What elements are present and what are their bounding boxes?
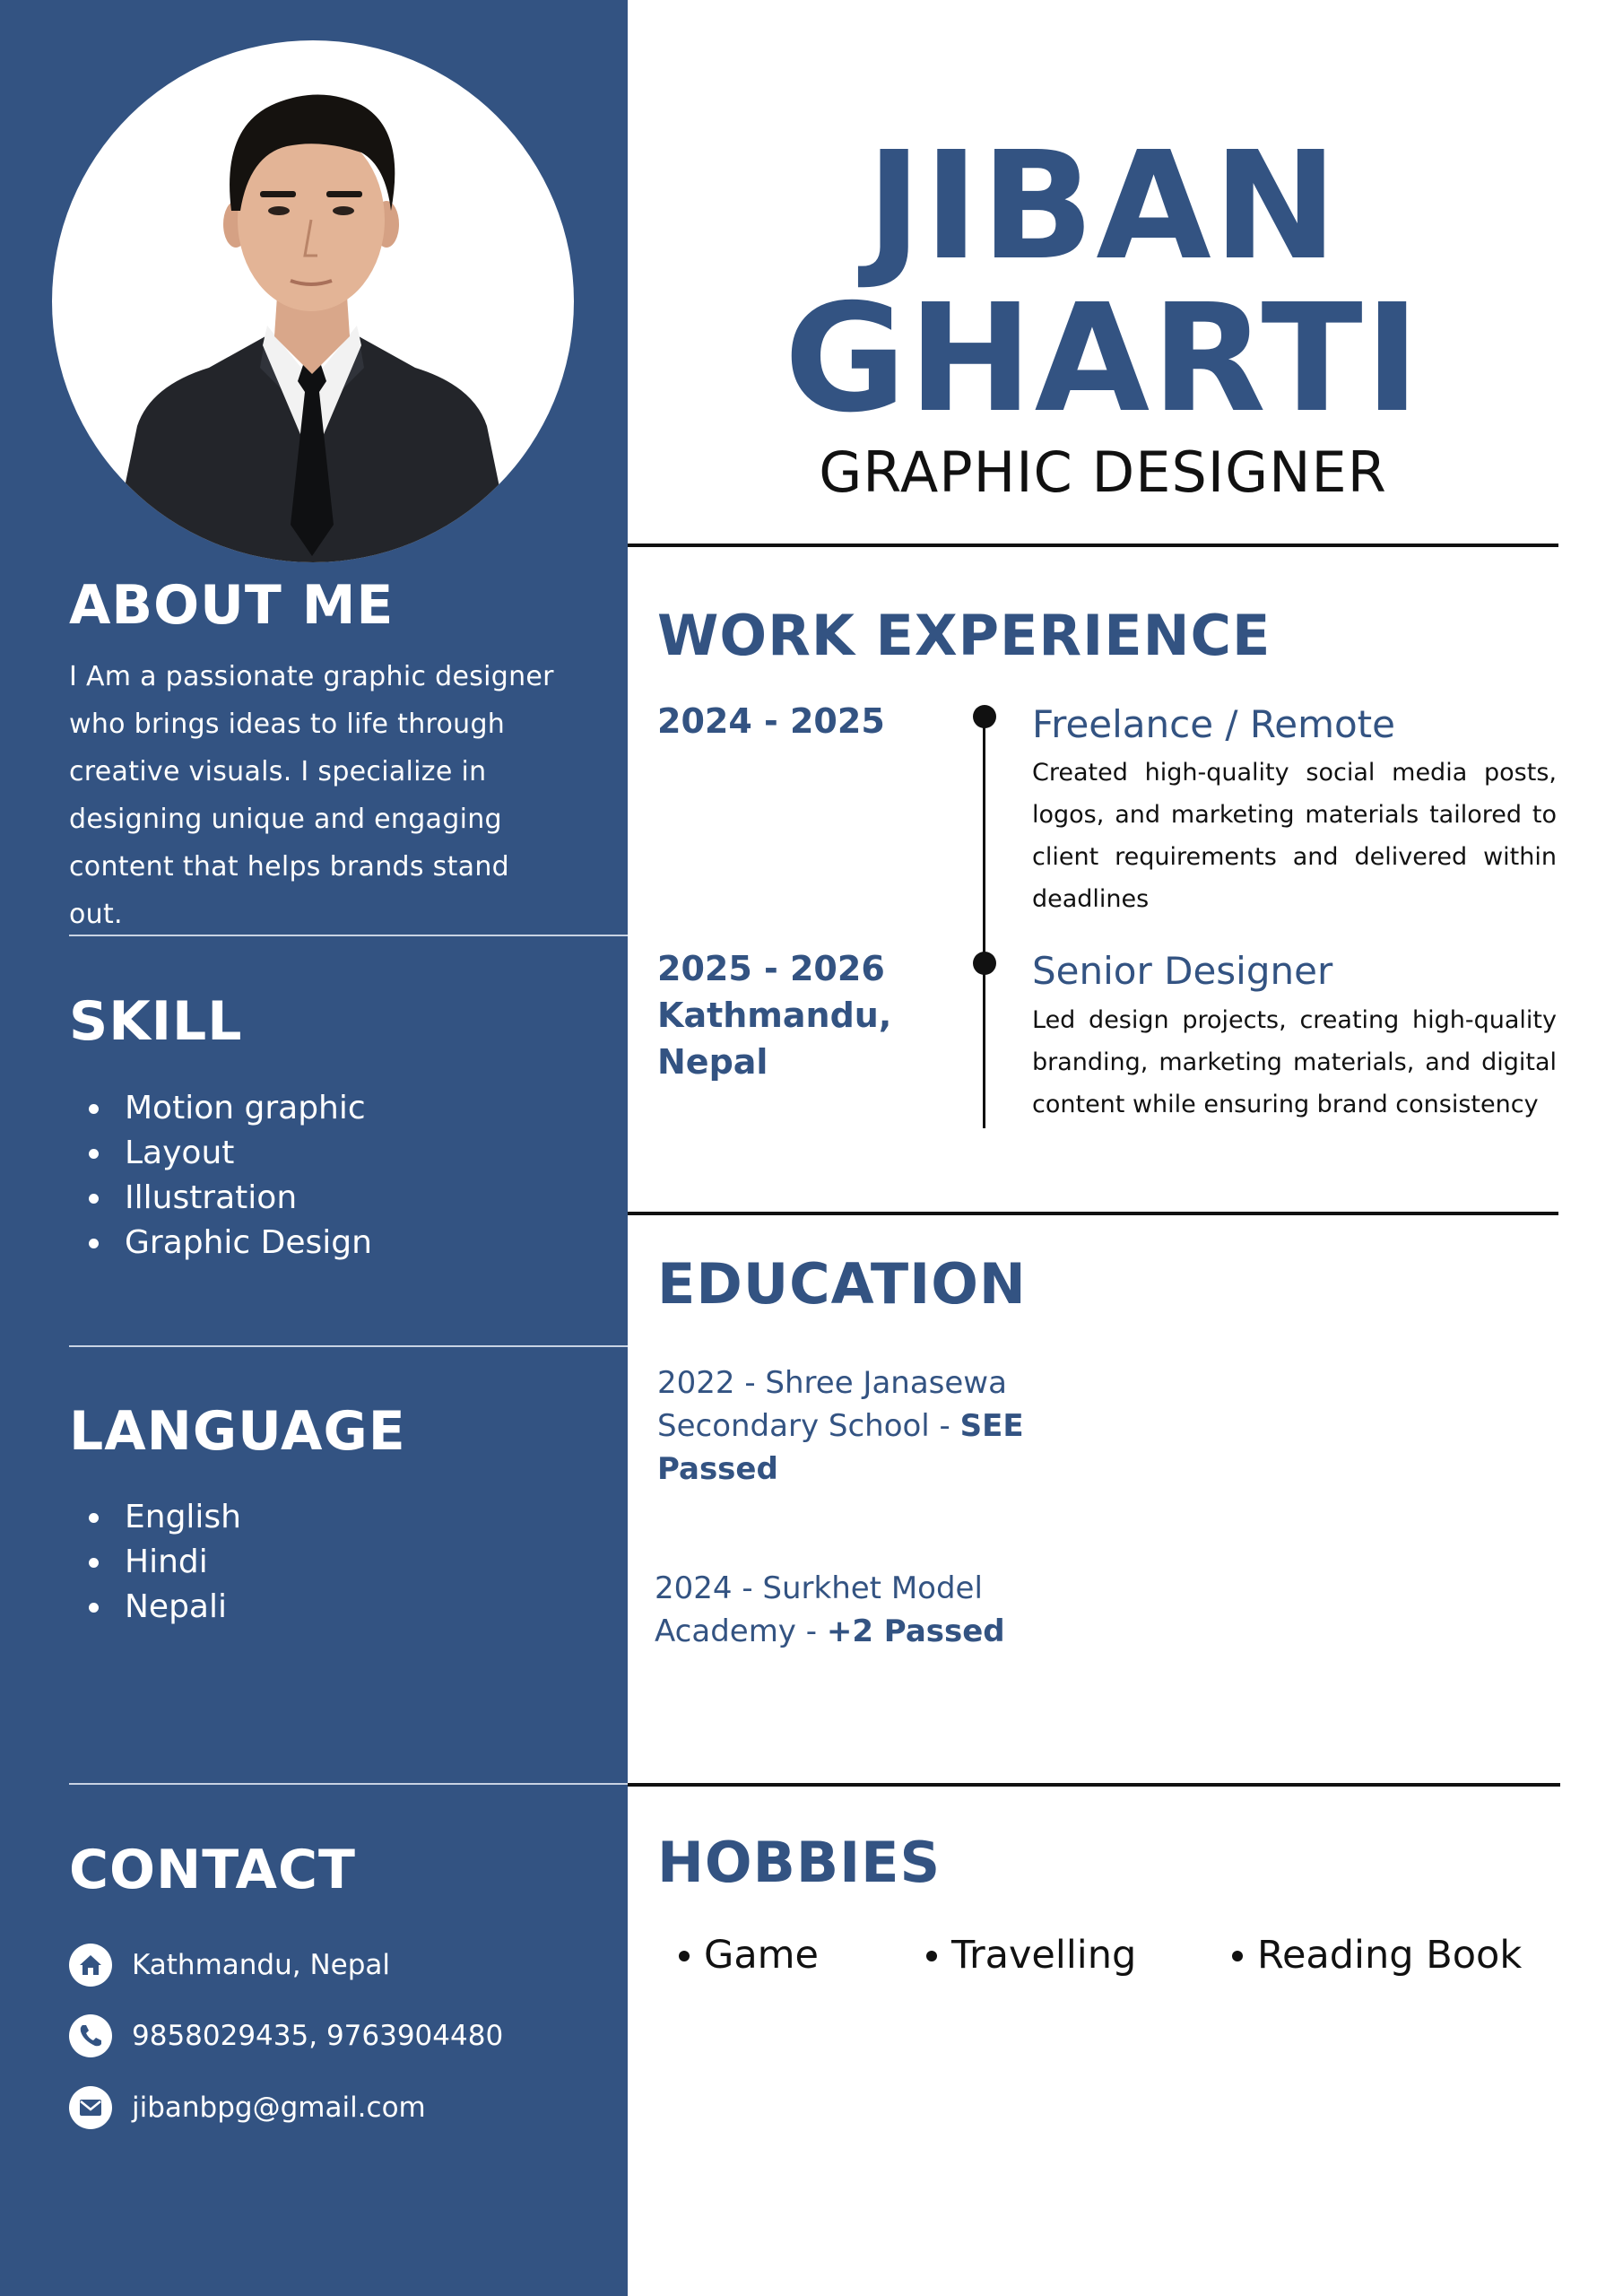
about-divider [69,935,628,936]
about-heading: ABOUT ME [69,574,395,637]
phone-icon [69,2014,112,2057]
language-item: Nepali [69,1585,241,1630]
timeline-dot [973,705,996,728]
job-role: Senior Designer [1032,949,1333,993]
education-divider [628,1783,1560,1787]
job-location: Nepal [657,1042,768,1082]
language-heading: LANGUAGE [69,1400,406,1463]
education-line: Academy - +2 Passed [655,1613,1005,1649]
hobbies-heading: HOBBIES [657,1830,942,1895]
job-date: 2025 - 2026 [657,949,885,988]
timeline-line [983,718,985,1128]
sidebar [0,0,628,2296]
hobby-item: Travelling [905,1928,1136,1982]
language-divider [69,1783,628,1785]
hobby-list [657,1928,1572,1982]
hobby-item: Reading Book [1211,1928,1522,1982]
language-list [69,1495,241,1630]
mail-icon [69,2086,112,2129]
skill-heading: SKILL [69,990,243,1053]
job-description: Led design projects, creating high-quality branding, marketing materials, and digital content while ensuring brand consistency [1032,1006,1557,1118]
last-name: GHARTI [784,273,1422,446]
work-heading: WORK EXPERIENCE [657,603,1271,668]
education-line: Secondary School - SEE [657,1408,1024,1444]
contact-address [69,1943,390,1987]
education-line: 2022 - Shree Janasewa [657,1365,1007,1401]
education-line: 2024 - Surkhet Model [655,1570,983,1606]
timeline-dot [973,952,996,975]
contact-address-text: Kathmandu, Nepal [132,1949,391,1981]
skill-item: Graphic Design [69,1221,372,1265]
contact-email-text: jibanbpg@gmail.com [132,2092,426,2124]
profile-photo-illustration [52,40,574,562]
job-title: GRAPHIC DESIGNER [819,439,1387,505]
job-location: Kathmandu, [657,996,892,1035]
hobby-item: Game [657,1928,819,1982]
contact-heading: CONTACT [69,1839,356,1901]
skill-list [69,1086,372,1265]
profile-photo [52,40,574,562]
skill-divider [69,1345,628,1347]
contact-phone [69,2013,503,2058]
skill-item: Motion graphic [69,1086,372,1131]
job-role: Freelance / Remote [1032,702,1395,746]
language-item: English [69,1495,241,1540]
language-item: Hindi [69,1540,241,1585]
education-line: Passed [657,1451,778,1487]
job-description: Created high-quality social media posts, logos, and marketing materials tailored to client requirements and delivered within deadlines [1032,759,1557,913]
education-item [655,1567,1005,1653]
skill-item: Illustration [69,1176,372,1221]
contact-phone-text: 9858029435, 9763904480 [132,2020,504,2052]
job-date: 2024 - 2025 [657,701,885,741]
contact-email [69,2085,426,2130]
header-divider [628,544,1558,547]
work-divider [628,1212,1558,1215]
home-icon [69,1944,112,1987]
about-text: I Am a passionate graphic designer who brings ideas to life through creative visuals. I specialize in designing unique and engaging content that helps brands stand out. [69,661,554,930]
first-name: JIBAN [866,120,1340,293]
education-heading: EDUCATION [657,1251,1027,1317]
skill-item: Layout [69,1131,372,1176]
education-item [657,1361,1024,1491]
